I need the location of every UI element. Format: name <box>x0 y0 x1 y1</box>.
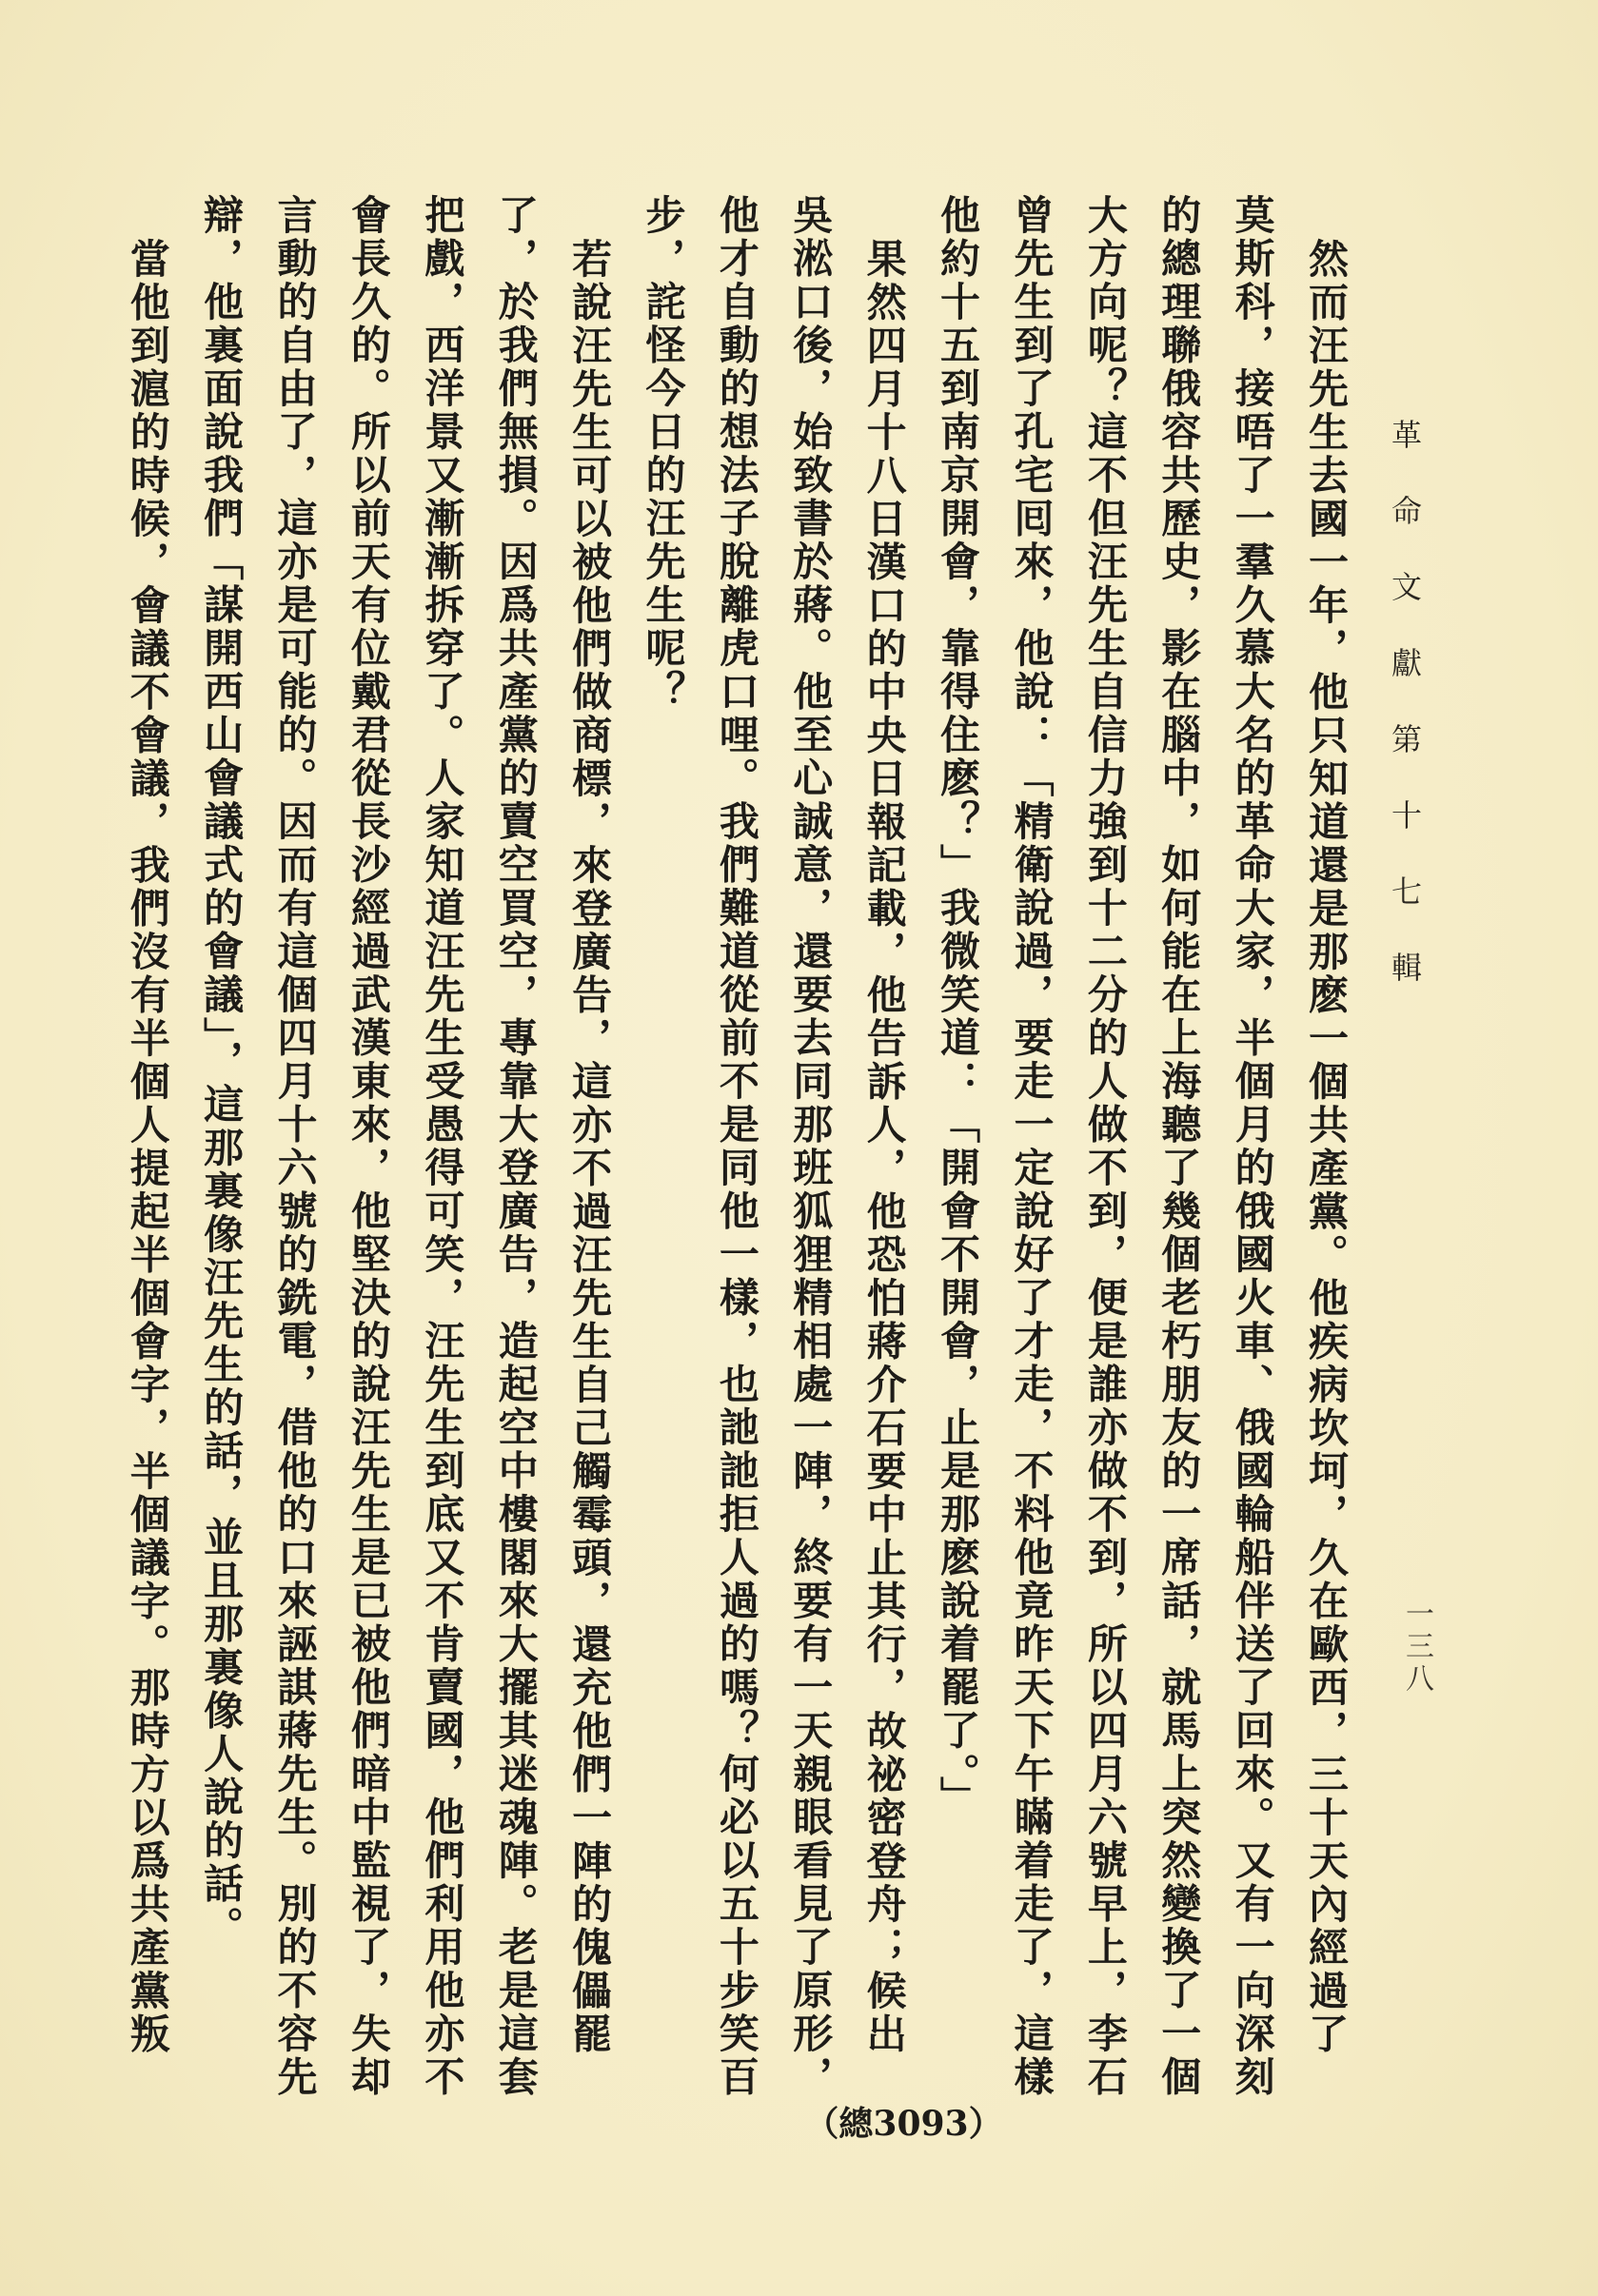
body-text <box>110 194 1363 2099</box>
text-column: 果然四月十八日漢口的中央日報記載，他告訴人，他恐怕蔣介石要中止其行，故祕密登舟；候出 <box>860 237 908 2056</box>
text-column: 的總理聯俄容共歷史，影在腦中，如何能在上海聽了幾個老朽朋友的一席話，就馬上突然變換了一個 <box>1155 194 1203 2099</box>
text-column: 當他到滬的時候，會議不會議，我們沒有半個人提起半個會字，半個議字。那時方以爲共產黨叛 <box>124 237 171 2056</box>
text-column: 莫斯科，接唔了一羣久慕大名的革命大家，半個月的俄國火車、俄國輪船伴送了回來。又有一向深刻 <box>1229 194 1276 2099</box>
text-column: 步，詫怪今日的汪先生呢？ <box>640 194 687 714</box>
text-column: 了，於我們無損。因爲共產黨的賣空買空，專靠大登廣告，造起空中樓閣來大擺其迷魂陣。老是這套 <box>492 194 540 2099</box>
text-column: 吳淞口後，始致書於蔣。他至心誠意，還要去同那班狐狸精相處一陣，終要有一天親眼看見了原形， <box>787 194 835 2099</box>
footer-total-page: （總3093） <box>804 2104 1003 2144</box>
text-column: 大方向呢？這不但汪先生自信力強到十二分的人做不到，便是誰亦做不到，所以四月六號早上，李石 <box>1081 194 1129 2099</box>
text-column: 他才自動的想法子脫離虎口哩。我們難道從前不是同他一樣，也訑訑拒人過的嗎？何必以五十步笑百 <box>713 194 760 2099</box>
text-column: 把戲，西洋景又漸漸拆穿了。人家知道汪先生受愚得可笑，汪先生到底又不肯賣國，他們利用他亦不 <box>419 194 466 2099</box>
text-column: 辯，他裏面說我們「謀開西山會議式的會議」，這那裏像汪先生的話，並且那裏像人說的話。 <box>198 194 246 1950</box>
text-column: 言動的自由了，這亦是可能的。因而有這個四月十六號的銑電，借他的口來誣諆蔣先生。別的不容先 <box>271 194 319 2099</box>
text-column: 會長久的。所以前天有位戴君從長沙經過武漢東來，他堅決的說汪先生是已被他們暗中監視了，失却 <box>345 194 392 2099</box>
page-number: 一三八 <box>1400 1599 1433 1696</box>
text-column: 他約十五到南京開會，靠得住麽？」我微笑道：「開會不開會，止是那麽說着罷了。」 <box>935 194 982 1819</box>
text-column: 曾先生到了孔宅囘來，他說：「精衛說過，要走一定說好了才走，不料他竟昨天下午瞞着走了，這樣 <box>1008 194 1055 2099</box>
text-column: 若說汪先生可以被他們做商標，來登廣告，這亦不過汪先生自己觸霉頭，還充他們一陣的傀儡罷 <box>566 237 614 2056</box>
text-column: 然而汪先生去國一年，他只知道還是那麽一個共產黨。他疾病坎坷，久在歐西，三十天內經過了 <box>1303 237 1350 2056</box>
running-header-title: 革命文獻第十七輯 <box>1387 419 1423 1028</box>
